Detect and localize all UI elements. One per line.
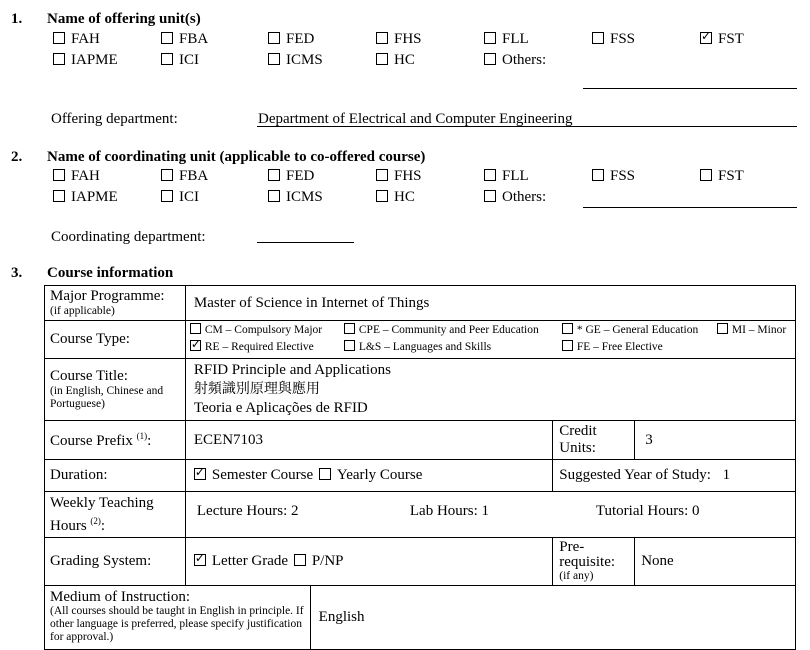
coordinating-unit-option[interactable] (161, 168, 208, 185)
course-type-checkbox[interactable] (562, 340, 573, 351)
offering-unit-option[interactable] (376, 52, 415, 69)
course-title-note: (in English, Chinese and Portuguese) (50, 385, 164, 410)
year-of-study-cell (553, 460, 796, 492)
coordinating-unit-option-label: ICMS (286, 189, 323, 205)
course-type-option[interactable] (344, 340, 491, 353)
course-type-checkbox[interactable] (717, 323, 728, 334)
coordinating-unit-option[interactable] (376, 189, 415, 206)
section-3-heading: Course information (47, 265, 174, 281)
offering-department-line (257, 126, 797, 127)
offering-unit-option-label: FLL (502, 31, 529, 47)
pnp-label: P/NP (311, 553, 344, 569)
semester-course-checkbox[interactable] (194, 468, 206, 480)
coordinating-unit-option[interactable] (161, 189, 199, 206)
grading-row (45, 538, 796, 586)
weekly-hours-values (185, 492, 795, 538)
weekly-hours-sup: (2) (90, 516, 101, 526)
course-type-label: CPE – Community and Peer Education (358, 323, 539, 336)
offering-unit-option-label: FAH (71, 31, 100, 47)
offering-unit-checkbox[interactable] (376, 53, 388, 65)
course-type-option[interactable] (344, 323, 539, 336)
offering-unit-option[interactable] (53, 31, 100, 48)
offering-others-line (583, 88, 797, 89)
offering-unit-option[interactable] (161, 52, 199, 69)
yearly-course-label: Yearly Course (336, 467, 423, 483)
course-type-checkbox[interactable] (562, 323, 573, 334)
offering-department-label: Offering department: (51, 111, 178, 127)
prerequisite-note: (if any) (559, 570, 594, 582)
offering-unit-option[interactable] (376, 31, 422, 48)
section-2-number: 2. (11, 149, 23, 165)
offering-unit-checkbox[interactable] (484, 32, 496, 44)
offering-unit-option-label: IAPME (71, 52, 118, 68)
coordinating-unit-option-label: Others: (502, 189, 547, 205)
coordinating-unit-option-label: FLL (502, 168, 529, 184)
coordinating-unit-checkbox[interactable] (484, 190, 496, 202)
course-type-option[interactable] (562, 340, 663, 353)
offering-unit-option-label: FST (718, 31, 744, 47)
offering-unit-checkbox[interactable] (161, 32, 173, 44)
course-title-label: Course Title: (50, 368, 128, 384)
offering-unit-checkbox[interactable] (268, 32, 280, 44)
coordinating-unit-option[interactable] (592, 168, 635, 185)
section-1-heading: Name of offering unit(s) (47, 11, 201, 27)
course-type-checkbox[interactable] (190, 323, 201, 334)
course-type-label: RE – Required Elective (204, 340, 314, 353)
course-type-label: CM – Compulsory Major (204, 323, 323, 336)
major-programme-note: (if applicable) (50, 305, 115, 317)
offering-unit-checkbox[interactable] (484, 53, 496, 65)
letter-grade-checkbox[interactable] (194, 554, 206, 566)
coordinating-unit-option[interactable] (53, 189, 118, 206)
duration-row (45, 460, 796, 492)
course-title-pt: Teoria e Aplicações de RFID (193, 400, 368, 416)
prerequisite-label: Pre-requisite: (559, 539, 616, 570)
semester-course-label: Semester Course (211, 467, 314, 483)
course-type-option[interactable] (717, 323, 786, 336)
offering-unit-checkbox[interactable] (268, 53, 280, 65)
offering-department-value[interactable]: Department of Electrical and Computer Engineering (258, 111, 573, 127)
coordinating-unit-option[interactable] (484, 168, 529, 185)
coordinating-unit-checkbox[interactable] (53, 190, 65, 202)
coordinating-unit-checkbox[interactable] (268, 169, 280, 181)
coordinating-unit-option[interactable] (376, 168, 422, 185)
coordinating-unit-checkbox[interactable] (484, 169, 496, 181)
coordinating-department-field[interactable] (257, 242, 354, 243)
course-information-table (44, 285, 796, 650)
course-title-label-cell (45, 359, 186, 421)
offering-unit-option-label: FBA (179, 31, 209, 47)
weekly-hours-row (45, 492, 796, 538)
coordinating-unit-option[interactable] (484, 189, 546, 206)
offering-unit-checkbox[interactable] (592, 32, 604, 44)
offering-unit-option[interactable] (700, 31, 744, 48)
coordinating-unit-option-label: FAH (71, 168, 100, 184)
course-type-checkbox[interactable] (344, 323, 355, 334)
course-type-row (45, 321, 796, 359)
coordinating-unit-option-label: IAPME (71, 189, 118, 205)
medium-label: Medium of Instruction: (50, 589, 190, 605)
offering-unit-option[interactable] (53, 52, 118, 69)
grading-label: Grading System: (45, 538, 186, 586)
section-1-number: 1. (11, 11, 23, 27)
coordinating-unit-option-label: FSS (610, 168, 636, 184)
coordinating-others-line (583, 207, 797, 208)
offering-unit-option[interactable] (268, 52, 323, 69)
coordinating-unit-checkbox[interactable] (592, 169, 604, 181)
course-prefix-label: Course Prefix (50, 432, 133, 449)
tutorial-hours[interactable]: Tutorial Hours: 0 (595, 503, 700, 519)
year-of-study-value[interactable]: 1 (722, 467, 731, 483)
duration-options (185, 460, 552, 492)
course-type-options (185, 321, 795, 359)
major-programme-row (45, 286, 796, 321)
offering-unit-checkbox[interactable] (53, 53, 65, 65)
coordinating-unit-checkbox[interactable] (376, 169, 388, 181)
coordinating-unit-option-label: HC (394, 189, 415, 205)
offering-unit-option-label: FHS (394, 31, 422, 47)
course-type-label: FE – Free Elective (576, 340, 663, 353)
coordinating-unit-option-label: FBA (179, 168, 209, 184)
coordinating-unit-checkbox[interactable] (376, 190, 388, 202)
medium-label-cell (45, 586, 311, 650)
course-type-label: * GE – General Education (576, 323, 699, 336)
course-prefix-row (45, 421, 796, 460)
coordinating-unit-option[interactable] (268, 168, 314, 185)
major-programme-label-cell (45, 286, 186, 321)
offering-unit-option-label: FED (286, 31, 315, 47)
yearly-course-checkbox[interactable] (319, 468, 331, 480)
offering-unit-checkbox[interactable] (161, 53, 173, 65)
weekly-hours-label: Weekly Teaching Hours (50, 495, 154, 534)
coordinating-department-label: Coordinating department: (51, 229, 206, 245)
course-type-option[interactable] (190, 323, 322, 336)
offering-unit-option-label: ICMS (286, 52, 323, 68)
offering-unit-option[interactable] (268, 31, 314, 48)
course-title-zh: 射頻識別原理與應用 (193, 381, 320, 397)
course-type-checkbox[interactable] (190, 340, 201, 351)
coordinating-unit-option[interactable] (700, 168, 744, 185)
course-type-option[interactable] (190, 340, 314, 353)
coordinating-unit-checkbox[interactable] (161, 190, 173, 202)
lecture-hours[interactable]: Lecture Hours: 2 (196, 503, 299, 519)
coordinating-unit-option[interactable] (268, 189, 323, 206)
offering-unit-option-label: HC (394, 52, 415, 68)
duration-label: Duration: (45, 460, 186, 492)
offering-unit-option[interactable] (484, 31, 529, 48)
pnp-checkbox[interactable] (294, 554, 306, 566)
course-type-label: L&S – Languages and Skills (358, 340, 492, 353)
offering-unit-option[interactable] (484, 52, 546, 69)
course-title-row (45, 359, 796, 421)
prerequisite-label-cell (553, 538, 635, 586)
coordinating-unit-checkbox[interactable] (53, 169, 65, 181)
course-title-values[interactable] (185, 359, 795, 421)
offering-unit-option-label: ICI (179, 52, 199, 68)
course-type-checkbox[interactable] (344, 340, 355, 351)
course-type-label: MI – Minor (731, 323, 787, 336)
offering-unit-option[interactable] (161, 31, 208, 48)
offering-unit-checkbox[interactable] (53, 32, 65, 44)
offering-unit-option-label: Others: (502, 52, 547, 68)
major-programme-label: Major Programme: (50, 288, 165, 304)
course-prefix-value[interactable]: ECEN7103 (185, 421, 552, 460)
offering-unit-option[interactable] (592, 31, 635, 48)
coordinating-unit-option-label: ICI (179, 189, 199, 205)
prerequisite-value[interactable]: None (635, 538, 796, 586)
offering-unit-option-label: FSS (610, 31, 636, 47)
lab-hours[interactable]: Lab Hours: 1 (409, 503, 490, 519)
medium-note: (All courses should be taught in English in principle. If other language is preferred, please specify justification for approval.) (50, 605, 304, 643)
major-programme-value[interactable]: Master of Science in Internet of Things (185, 286, 795, 321)
course-title-en: RFID Principle and Applications (193, 362, 391, 378)
offering-unit-checkbox[interactable] (700, 32, 712, 44)
course-prefix-label-cell: Course Prefix $^{(1)}$: (45, 421, 186, 460)
offering-unit-checkbox[interactable] (376, 32, 388, 44)
coordinating-unit-option-label: FED (286, 168, 315, 184)
course-type-label: Course Type: (45, 321, 186, 359)
coordinating-unit-checkbox[interactable] (161, 169, 173, 181)
coordinating-unit-option-label: FHS (394, 168, 422, 184)
medium-value[interactable]: English (310, 586, 795, 650)
letter-grade-label: Letter Grade (211, 553, 289, 569)
credit-units-label: Credit Units: (553, 421, 635, 460)
weekly-hours-label-cell: Weekly Teaching Hours $^{(2)}$: (45, 492, 186, 538)
coordinating-unit-option-label: FST (718, 168, 744, 184)
section-3-number: 3. (11, 265, 23, 281)
credit-units-value[interactable]: 3 (635, 421, 796, 460)
grading-options (185, 538, 552, 586)
coordinating-unit-option[interactable] (53, 168, 100, 185)
coordinating-unit-checkbox[interactable] (268, 190, 280, 202)
coordinating-unit-checkbox[interactable] (700, 169, 712, 181)
section-2-heading: Name of coordinating unit (applicable to co-offered course) (47, 149, 426, 165)
year-of-study-label: Suggested Year of Study: (559, 467, 711, 483)
course-type-option[interactable] (562, 323, 698, 336)
course-prefix-sup: (1) (136, 430, 148, 441)
medium-row (45, 586, 796, 650)
